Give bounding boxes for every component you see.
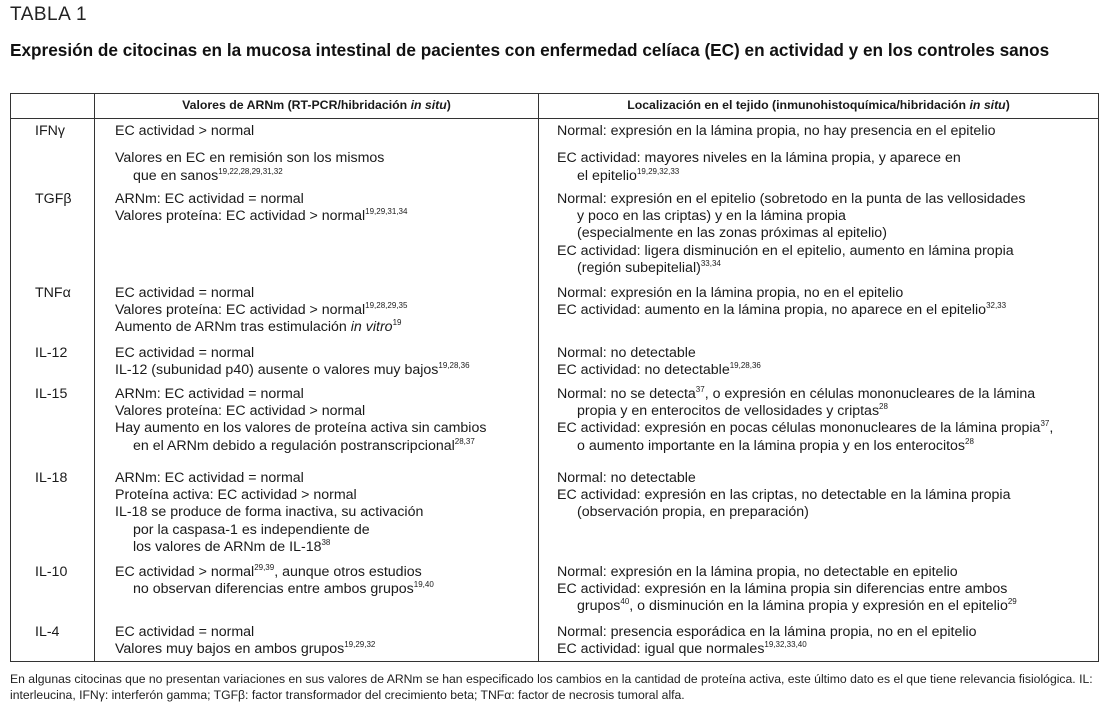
header-localizacion: Localización en el tejido (inmunohistoquímica/hibridación in situ) <box>539 94 1099 119</box>
line-text: los valores de ARNm de IL-18 <box>133 539 322 556</box>
valores-line <box>115 285 532 302</box>
line-text: Valores proteína: EC actividad > normal <box>115 301 366 318</box>
line-text-continued: , aunque otros estudios <box>274 563 422 580</box>
line-text: Valores muy bajos en ambos grupos <box>115 640 345 657</box>
reference-superscript: 40 <box>620 597 630 607</box>
line-text: Valores en EC en remisión son los mismos <box>115 150 385 167</box>
localizacion-cell <box>539 119 1099 187</box>
valores-line <box>115 438 532 455</box>
localizacion-cell <box>539 466 1099 560</box>
valores-line <box>115 504 532 521</box>
localizacion-line <box>557 504 1092 521</box>
line-text-continued: , <box>1049 420 1054 437</box>
localizacion-cell <box>539 187 1099 281</box>
table-row <box>11 341 1099 382</box>
line-text: el epitelio <box>577 167 637 184</box>
line-text: IL-18 se produce de forma inactiva, su activación <box>115 504 424 521</box>
table-row <box>11 466 1099 560</box>
line-text-continued: , o disminución en la lámina propia y expresión en el epitelio <box>629 598 1008 615</box>
localizacion-line <box>557 487 1092 504</box>
line-text: EC actividad > normal <box>115 123 255 139</box>
line-text: Normal: expresión en la lámina propia, no hay presencia en el epitelio <box>557 123 996 139</box>
cytokine-name: IL-18 <box>11 466 95 560</box>
line-text: propia y en enterocitos de vellosidades y criptas <box>577 402 880 419</box>
line-text: que en sanos <box>133 167 219 184</box>
line-text: (región subepitelial) <box>577 260 701 277</box>
line-text: EC actividad = normal <box>115 344 255 361</box>
table-row <box>11 281 1099 341</box>
line-text: Normal: no se detecta <box>557 385 696 402</box>
line-text: Normal: expresión en la lámina propia, no detectable en epitelio <box>557 563 958 580</box>
line-text: Normal: expresión en la lámina propia, no en el epitelio <box>557 284 904 301</box>
line-text: ARNm: EC actividad = normal <box>115 469 304 486</box>
header-cytokine <box>11 94 95 119</box>
localizacion-line <box>557 438 1092 455</box>
localizacion-line <box>557 641 1092 658</box>
line-text: ARNm: EC actividad = normal <box>115 385 304 402</box>
valores-line <box>115 302 532 319</box>
valores-line <box>115 522 532 539</box>
line-text: EC actividad = normal <box>115 284 255 301</box>
cytokine-name: TNFα <box>11 281 95 341</box>
reference-superscript: 37 <box>1040 419 1050 429</box>
reference-superscript: 19,32,33,40 <box>764 639 807 649</box>
line-text: ARNm: EC actividad = normal <box>115 190 304 207</box>
reference-superscript: 19,40 <box>413 579 434 589</box>
line-text: Proteína activa: EC actividad > normal <box>115 486 357 503</box>
reference-superscript: 19,29,32,33 <box>636 166 680 176</box>
reference-superscript: 37 <box>695 384 705 394</box>
line-text: EC actividad: expresión en pocas células mononucleares de la lámina propia <box>557 420 1041 437</box>
valores-line <box>115 641 532 658</box>
line-text: Normal: expresión en el epitelio (sobretodo en la punta de las vellosidades <box>557 190 1026 207</box>
line-text: (especialmente en las zonas próximas al epitelio) <box>577 225 887 242</box>
localizacion-line <box>557 302 1092 319</box>
reference-superscript: 32,33 <box>986 300 1007 310</box>
line-text: por la caspasa-1 es independiente de <box>133 521 370 538</box>
line-text: en el ARNm debido a regulación postranscripcional <box>133 437 455 454</box>
localizacion-line <box>557 260 1092 277</box>
line-italic-text: in vitro <box>350 319 393 336</box>
table-number-label: TABLA 1 <box>10 4 88 25</box>
reference-superscript: 19,28,36 <box>729 360 761 370</box>
line-text: EC actividad: expresión en las criptas, no detectable en la lámina propia <box>557 486 1011 503</box>
line-text: Normal: presencia esporádica en la lámina propia, no en el epitelio <box>557 623 977 640</box>
table-row <box>11 560 1099 620</box>
localizacion-line <box>557 191 1092 208</box>
reference-superscript: 28,37 <box>454 436 475 446</box>
localizacion-line <box>557 624 1092 641</box>
table-row <box>11 187 1099 281</box>
reference-superscript: 19 <box>392 318 402 328</box>
table-header-row <box>11 94 1099 119</box>
valores-line <box>115 403 532 420</box>
localizacion-line <box>557 150 1092 167</box>
localizacion-cell <box>539 341 1099 382</box>
line-text: (observación propia, en preparación) <box>577 504 809 521</box>
line-text: Normal: no detectable <box>557 469 696 486</box>
line-text: EC actividad: expresión en la lámina propia sin diferencias entre ambos <box>557 580 1008 597</box>
reference-superscript: 28 <box>965 436 974 446</box>
localizacion-line <box>557 123 1092 140</box>
cytokine-name: IL-15 <box>11 382 95 466</box>
reference-superscript: 19,29,32 <box>344 639 376 649</box>
valores-cell <box>95 560 539 620</box>
valores-cell <box>95 281 539 341</box>
valores-line <box>115 150 532 167</box>
valores-line <box>115 191 532 208</box>
line-text: o aumento importante en la lámina propia y en los enterocitos <box>577 437 966 454</box>
localizacion-cell <box>539 281 1099 341</box>
line-text: EC actividad: aumento en la lámina propia, no aparece en el epitelio <box>557 301 987 318</box>
valores-cell <box>95 620 539 662</box>
localizacion-line <box>557 225 1092 242</box>
valores-line <box>115 487 532 504</box>
table-footnote: En algunas citocinas que no presentan variaciones en sus valores de ARNm se han especificado los cambios en la cantidad de proteína activa, este último dato es el que tiene relevancia fisiológica. IL: interleucina, IFNγ: interferón gamma; TGFβ: factor transformador del crecimiento beta; TNFα: factor de necrosis tumoral alfa. <box>10 672 1093 702</box>
localizacion-cell <box>539 560 1099 620</box>
line-text: EC actividad: no detectable <box>557 361 730 378</box>
line-text: EC actividad: mayores niveles en la lámina propia, y aparece en <box>557 150 961 167</box>
localizacion-cell <box>539 620 1099 662</box>
localizacion-line <box>557 168 1092 185</box>
valores-line <box>115 539 532 556</box>
cytokine-name: IFNγ <box>11 119 95 187</box>
cytokine-table <box>10 93 1099 662</box>
valores-cell <box>95 187 539 281</box>
line-text: EC actividad = normal <box>115 623 255 640</box>
table-row <box>11 119 1099 187</box>
line-text: IL-12 (subunidad p40) ausente o valores muy bajos <box>115 361 439 378</box>
valores-cell <box>95 341 539 382</box>
valores-line <box>115 362 532 379</box>
reference-superscript: 29 <box>1007 597 1017 607</box>
valores-line <box>115 420 532 437</box>
localizacion-line <box>557 243 1092 260</box>
line-text-continued: , o expresión en células mononucleares de la lámina <box>704 385 1036 402</box>
localizacion-line <box>557 403 1092 420</box>
valores-line <box>115 345 532 362</box>
header-valores-arnm: Valores de ARNm (RT-PCR/hibridación in situ) <box>95 94 539 119</box>
reference-superscript: 29,39 <box>254 562 275 572</box>
line-text: EC actividad: ligera disminución en el epitelio, aumento en lámina propia <box>557 242 1014 259</box>
valores-line <box>115 168 532 185</box>
line-text: EC actividad > normal <box>115 563 255 580</box>
reference-superscript: 38 <box>321 538 331 548</box>
localizacion-line <box>557 564 1092 581</box>
valores-line <box>115 319 532 336</box>
line-text: no observan diferencias entre ambos grupos <box>133 580 414 597</box>
table-title: Expresión de citocinas en la mucosa intestinal de pacientes con enfermedad celíaca (EC) en actividad y en los controles sanos <box>10 40 1050 60</box>
line-text: EC actividad: igual que normales <box>557 640 765 657</box>
localizacion-line <box>557 598 1092 615</box>
localizacion-line <box>557 581 1092 598</box>
line-text: y poco en las criptas) y en la lámina propia <box>577 207 846 224</box>
reference-superscript: 19,28,36 <box>438 360 470 370</box>
line-text: grupos <box>577 598 621 615</box>
line-text: Hay aumento en los valores de proteína activa sin cambios <box>115 420 487 437</box>
cytokine-name: IL-10 <box>11 560 95 620</box>
localizacion-line <box>557 362 1092 379</box>
localizacion-line <box>557 386 1092 403</box>
table-row <box>11 620 1099 662</box>
valores-line <box>115 470 532 487</box>
line-text: Valores proteína: EC actividad > normal <box>115 402 366 419</box>
localizacion-line <box>557 470 1092 487</box>
table-row <box>11 382 1099 466</box>
valores-cell <box>95 119 539 187</box>
valores-line <box>115 386 532 403</box>
reference-superscript: 28 <box>879 401 888 411</box>
valores-line <box>115 123 532 140</box>
line-text: Valores proteína: EC actividad > normal <box>115 207 366 224</box>
cytokine-name: IL-4 <box>11 620 95 662</box>
cytokine-name: IL-12 <box>11 341 95 382</box>
localizacion-line <box>557 345 1092 362</box>
reference-superscript: 19,29,31,34 <box>365 206 408 216</box>
valores-line <box>115 564 532 581</box>
valores-cell <box>95 382 539 466</box>
localizacion-line <box>557 285 1092 302</box>
localizacion-cell <box>539 382 1099 466</box>
localizacion-line <box>557 208 1092 225</box>
cytokine-name: TGFβ <box>11 187 95 281</box>
valores-line <box>115 581 532 598</box>
reference-superscript: 19,28,29,35 <box>365 300 408 310</box>
valores-line <box>115 208 532 225</box>
reference-superscript: 33,34 <box>700 259 721 269</box>
valores-cell <box>95 466 539 560</box>
valores-line <box>115 624 532 641</box>
line-text: Normal: no detectable <box>557 344 696 361</box>
localizacion-line <box>557 420 1092 437</box>
line-text: Aumento de ARNm tras estimulación <box>115 319 351 336</box>
reference-superscript: 19,22,28,29,31,32 <box>218 166 283 176</box>
